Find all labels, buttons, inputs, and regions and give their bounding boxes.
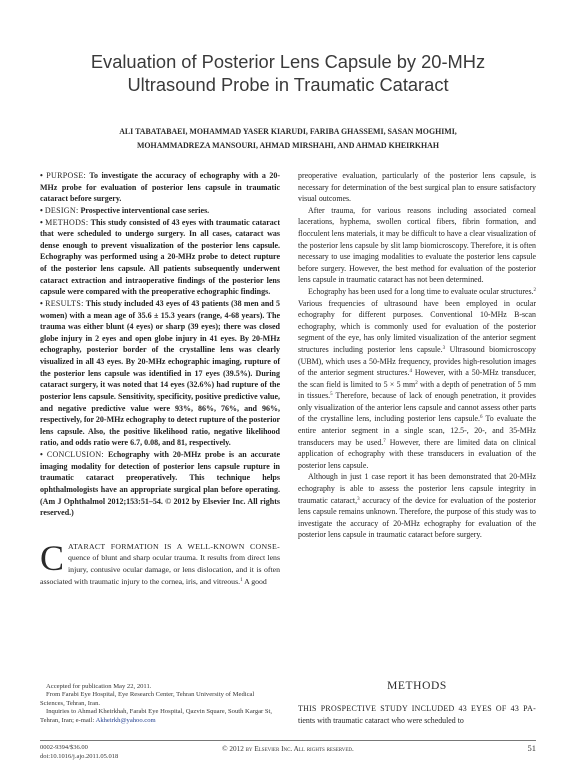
footer-identifiers [40, 744, 118, 761]
footer-divider [40, 740, 536, 741]
results-label: RESULTS: [45, 298, 84, 308]
right-column [298, 170, 536, 541]
citation-ref: 2 [533, 287, 536, 293]
methods-paragraph [298, 703, 536, 726]
purpose-text: To investigate the accuracy of echography with a 20-MHz probe for evaluation of posterior lens capsule in traumatic cataract before surgery. [40, 171, 281, 204]
citation-ref: 7 [383, 438, 386, 444]
introduction [40, 537, 280, 588]
citation-ref: 5 [330, 392, 333, 398]
intro-text: quence of blunt and sharp ocular trauma. It results from direct lens injury, contusive ocular damage, or lens dislocation, and it is often associated with traumatic injury to the cornea, iris, and vitreous. [40, 553, 280, 586]
citation-ref: 4 [409, 369, 412, 375]
abstract-conclusion [40, 449, 280, 519]
email-link[interactable]: Akheirkh@yahoo.com [95, 716, 156, 724]
citation-ref: 3 [357, 496, 360, 502]
conclusion-text: Echography with 20-MHz probe is an accurate imaging modality for detection of posterior lens capsule rupture in traumatic cataract preoperatively. This technique helps ophthalmologists have an appropriate surgical plan before operating. (Am J Ophthalmol 2012;153:51–54. © 2012 by Elsevier Inc. All rights reserved.) [40, 450, 280, 518]
bullet: • [40, 450, 43, 459]
bullet: • [40, 298, 43, 308]
design-text: Prospective interventional case series. [78, 205, 210, 215]
citation-ref: 1 [240, 577, 243, 583]
author-line-2: MOHAMMADREZA MANSOURI, AHMAD MIRSHAHI, AND AHMAD KHEIRKHAH [136, 140, 440, 150]
design-label: DESIGN: [44, 205, 79, 215]
issn-price: 0002-9394/$36.00 [40, 744, 88, 751]
intro-tail: A good [242, 576, 267, 586]
footnote-accepted: Accepted for publication May 22, 2011. [46, 683, 152, 690]
author-line-1: ALI TABATABAEI, MOHAMMAD YASER KIARUDI, FARIBA GHASSEMI, SASAN MOGHIMI, [119, 127, 457, 136]
abstract-results [40, 298, 280, 449]
article-title [40, 50, 536, 96]
left-column [40, 170, 280, 588]
citation-ref: 3 [442, 345, 446, 351]
author-list [70, 125, 506, 152]
footer-copyright: © 2012 by Elsevier Inc. All rights reserved. [222, 745, 354, 753]
intro-paragraph [40, 537, 280, 588]
superscript-squared: 2 [415, 380, 418, 386]
footnote-affiliation: From Farabi Eye Hospital, Eye Research Center, Tehran University of Medical Sciences, Tehran, Iran. [40, 691, 255, 707]
footnote-inquiries: Inquiries to Ahmad Kheirkhah, Farabi Eye Hospital, Qazvin Square, South Kargar St, Tehran, Iran; e-mail: Akheirkh@yahoo.com [40, 708, 273, 724]
article-footnote [40, 683, 280, 725]
title-line-1: Evaluation of Posterior Lens Capsule by 20-MHz [90, 51, 486, 72]
body-paragraph-4: Although in just 1 case report it has been demonstrated that 20-MHz echography is able to assess the posterior lens capsule integrity in traumatic cataract,$^3$ accuracy of the device for evaluation of the posterior lens capsule remains unknown. Therefore, the purpose of this study was to investigate the accuracy of 20-MHz echography for evaluation of the posterior lens capsule in traumatic cataract before surgery. [298, 472, 537, 540]
body-paragraph-2: After trauma, for various reasons including associated corneal lacerations, hyphema, swollen cortical fibers, fibrin formation, and flocculent lens materials, it may be difficult to have a clear visualization of the posterior lens capsule by slit lamp biomicroscopy. Therefore, it is often necessary to use imaging modalities to evaluate the posterior lens capsule before surgery. However, the best method for evaluation of the posterior lens capsule in traumatic cataract has not been determined. [298, 205, 536, 285]
bullet: • [40, 217, 43, 227]
doi: doi:10.1016/j.ajo.2011.05.018 [40, 752, 119, 760]
bullet: • [40, 205, 43, 215]
abstract-design [40, 205, 280, 217]
results-text: This study included 43 eyes of 43 patients (38 men and 5 women) with a mean age of 35.6 ± 15.3 years (range, 4-68 years). The trauma was either blunt (4 eyes) or sharp (39 eyes); there was closed globe injury in 2 eyes and open globe injury in 41 eyes. By 20-MHz echography, posterior border of the crystalline lens was clearly visualized in all 43 eyes. By 20-MHz echographic imaging, rupture of the posterior lens capsule was identified in 17 eyes (39.5%). During cataract surgery, it was noted that 14 eyes (32.6%) had rupture of the posterior lens capsule. Sensitivity, specificity, positive predictive value, and negative predictive value were 93%, 86%, 76%, and 96%, respectively, for 20-MHz echography to detect rupture of the posterior lens capsule. Also, the positive likelihood ratio, negative likelihood ratio, and odds ratio were 6.7, 0.08, and 81, respectively. [40, 298, 280, 448]
title-line-2: Ultrasound Probe in Traumatic Cataract [127, 74, 449, 95]
page-number: 51 [527, 743, 536, 753]
bullet: • [40, 171, 43, 180]
body-paragraph-3: Echography has been used for a long time to evaluate ocular structures.$^2$ Various frequencies of ultrasound have been employed in ocular echography for different purposes. Conventional 10-MHz B-scan echography, which is commonly used for evaluation of the posterior segment of the eye, has only limited visualization of the anterior segment structures including posterior lens capsule.$^3$ Ultrasound biomicroscopy (UBM), which uses a 50-MHz frequency, provides high-resolution images of the anterior segment structures.$^4$ However, with a 50-MHz transducer, the scan field is limited to 5 × 5 $mm^2$ with a depth of penetration of 5 mm in tissues.$^5$ Therefore, because of lack of enough penetration, it provides only visualization of the anterior lens capsule and cannot assess other parts of the crystalline lens, including posterior lens capsule.$^6$ To evaluate the entire anterior segment in a single scan, 12.5-, 20-, and 35-MHz transducers may be used.$^7$ However, there are limited data on clinical application of echography with these transducers in evaluation of the posterior lens capsule. [298, 286, 536, 470]
conclusion-label: CONCLUSION: [46, 450, 104, 459]
methods-label: METHODS: [45, 217, 89, 227]
purpose-label: PURPOSE: [46, 171, 87, 180]
abstract [40, 170, 280, 519]
abstract-methods [40, 217, 280, 298]
citation-ref: 6 [480, 415, 483, 421]
methods-section [298, 703, 536, 726]
methods-heading: METHODS [387, 680, 447, 692]
body-paragraph-1: preoperative evaluation, particularly of the posterior lens capsule, is necessary for determination of the best surgical plan to ensure satisfactory visual outcomes. [298, 171, 536, 204]
methods-text: This study consisted of 43 eyes with traumatic cataract that were scheduled to undergo surgery. In all cases, cataract was dense enough to prevent visualization of the posterior lens capsule. Echography was performed using a 20-MHz probe to detect rupture of the posterior lens capsule. All patients subsequently underwent cataract extraction and intraoperative findings of the posterior lens capsule were compared with the preoperative echographic findings. [40, 217, 280, 297]
intro-lead: ATARACT FORMATION IS A WELL-KNOWN CONSE- [68, 541, 280, 551]
methods-lead: THIS PROSPECTIVE STUDY INCLUDED 43 EYES OF 43 PA- [298, 704, 536, 713]
drop-cap: C [40, 537, 65, 578]
abstract-purpose [40, 170, 280, 205]
methods-text: tients with traumatic cataract who were scheduled to [298, 715, 464, 725]
